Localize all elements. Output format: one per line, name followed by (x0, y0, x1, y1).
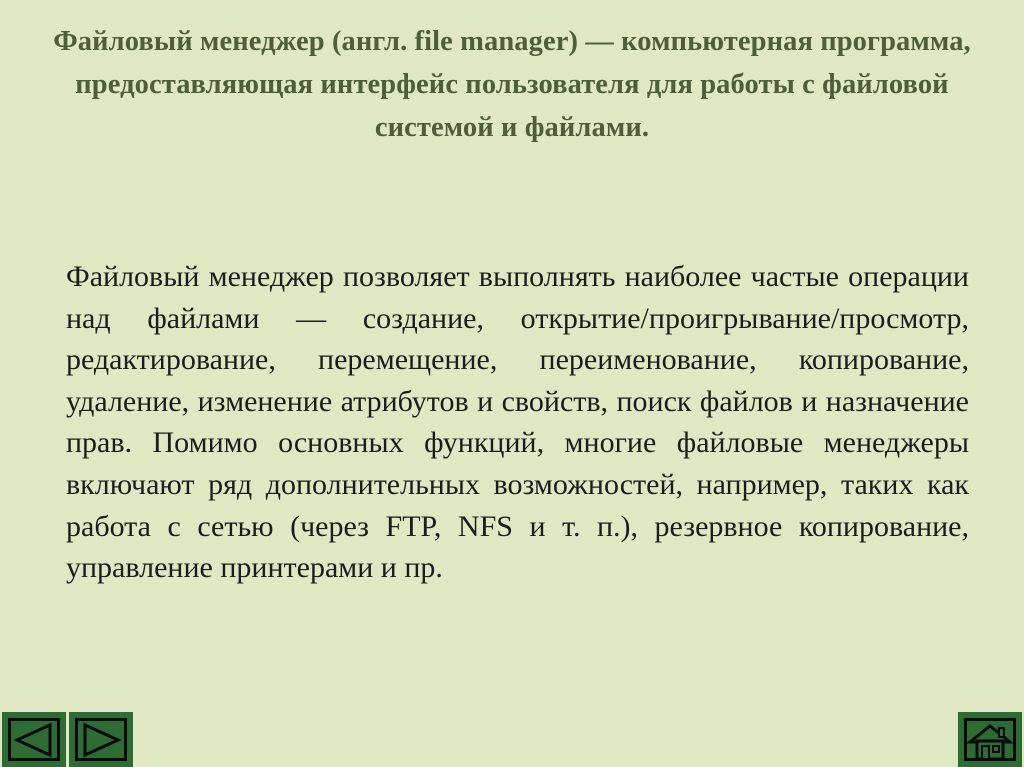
triangle-left-icon (2, 712, 66, 767)
home-button[interactable] (958, 712, 1022, 767)
slide-title: Файловый менеджер (англ. file manager) — компьютерная программа, предоставляющая интерфейс пользователя для работы с файловой системой и файлами. (53, 26, 971, 143)
slide-body-text: Файловый менеджер позволяет выполнять наиболее частые операции над файлами — создание, открытие/проигрывание/просмотр, редактирование, перемещение, переименование, копирование, удаление, изменение атрибутов и свойств, поиск файлов и назначение прав. Помимо основных функций, многие файловые менеджеры включают ряд дополнительных возможностей, например, таких как работа с сетью (через FTP, NFS и т. п.), резервное копирование, управление принтерами и пр. (66, 260, 969, 585)
next-slide-button[interactable] (69, 712, 133, 767)
triangle-right-icon (69, 712, 133, 767)
house-icon (958, 712, 1022, 767)
previous-slide-button[interactable] (2, 712, 66, 767)
